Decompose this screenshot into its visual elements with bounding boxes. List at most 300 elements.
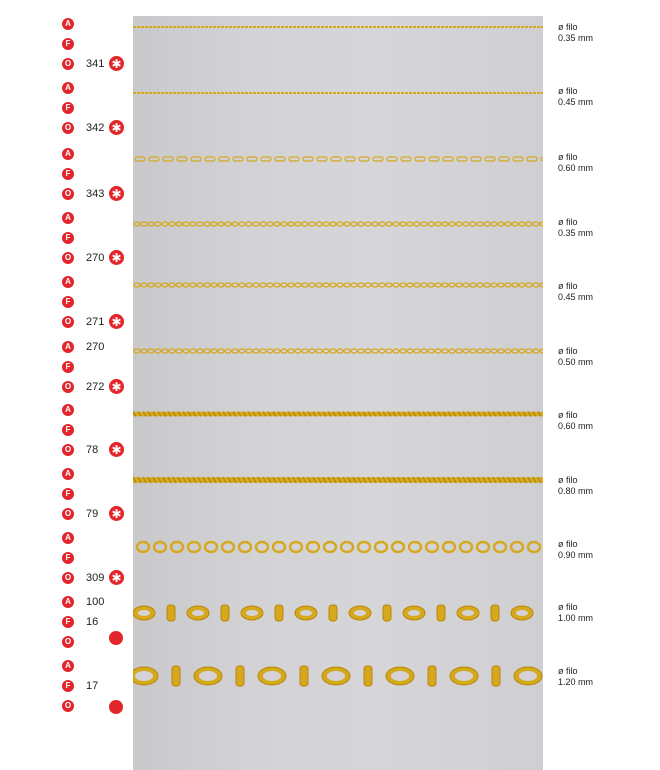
chain-link — [365, 222, 371, 226]
chain-link — [232, 349, 238, 353]
chain-link — [176, 349, 182, 353]
chain-link — [274, 283, 280, 287]
chain-link — [491, 349, 497, 353]
wire-diameter-spec — [558, 217, 593, 239]
badge-f: F — [62, 680, 74, 692]
article-code-f: 16 — [86, 616, 99, 628]
chain-link — [407, 349, 413, 353]
chain-link — [386, 222, 392, 226]
star-icon: ✱ — [109, 506, 124, 521]
chain-link — [470, 222, 476, 226]
chain-link — [169, 222, 175, 226]
chain-link — [288, 283, 294, 287]
chain-link — [260, 283, 266, 287]
chain-link — [540, 222, 543, 226]
wire-diameter-spec — [558, 281, 593, 303]
chain-link — [288, 222, 294, 226]
chain-link-hole — [138, 610, 150, 616]
chain-link — [253, 349, 259, 353]
chain-link — [470, 349, 476, 353]
chain-link — [428, 283, 434, 287]
chain-link — [218, 349, 224, 353]
star-icon: ✱ — [109, 186, 124, 201]
chain-link — [372, 222, 378, 226]
chain-link — [337, 349, 343, 353]
chain-link — [463, 283, 469, 287]
wire-diameter-label: ø filo — [558, 152, 578, 162]
chain-link — [379, 349, 385, 353]
chain-link — [528, 542, 540, 552]
chain-link — [527, 157, 537, 161]
badge-o: O — [62, 122, 74, 134]
chain-link — [477, 542, 489, 552]
chain-link — [372, 349, 378, 353]
wire-diameter-spec — [558, 86, 593, 108]
badge-f: F — [62, 168, 74, 180]
chain-link — [317, 157, 327, 161]
chain-link — [477, 222, 483, 226]
chain-link — [155, 222, 161, 226]
chain-link — [176, 222, 182, 226]
chain-link — [379, 222, 385, 226]
chain-image — [133, 409, 543, 419]
chain-link — [218, 222, 224, 226]
chain-link — [135, 157, 145, 161]
wire-diameter-value: 1.20 mm — [558, 677, 594, 687]
chain-link — [246, 349, 252, 353]
chain-link — [273, 542, 285, 552]
chain-link — [484, 283, 490, 287]
wire-diameter-spec — [558, 539, 593, 561]
chain-link — [386, 349, 392, 353]
chain-link-hole — [519, 671, 537, 681]
chain-link — [421, 283, 427, 287]
chain-link-hole — [408, 610, 420, 616]
chain-link — [492, 666, 500, 686]
star-icon: ✱ — [109, 314, 124, 329]
chain-link — [477, 283, 483, 287]
chain-link — [400, 283, 406, 287]
chain-link — [260, 222, 266, 226]
badge-f: F — [62, 38, 74, 50]
chain-link — [218, 283, 224, 287]
chain-link — [316, 349, 322, 353]
chain-link — [428, 349, 434, 353]
wire-diameter-spec — [558, 475, 593, 497]
chain-link — [330, 283, 336, 287]
chain-link — [295, 349, 301, 353]
star-icon: ✱ — [109, 56, 124, 71]
chain-link — [351, 283, 357, 287]
wire-diameter-value: 1.00 mm — [558, 613, 594, 623]
chain-image — [133, 90, 543, 96]
chain-link — [183, 349, 189, 353]
chain-link — [330, 222, 336, 226]
chain-link — [358, 222, 364, 226]
article-code-o: 343 — [86, 188, 105, 200]
chain-link — [512, 222, 518, 226]
chain-link — [190, 283, 196, 287]
wire-diameter-value: 0.45 mm — [558, 97, 594, 107]
chain-link — [309, 349, 315, 353]
chain-link — [134, 222, 140, 226]
chain-link — [533, 222, 539, 226]
chain-link — [494, 542, 506, 552]
wire-diameter-label: ø filo — [558, 475, 578, 485]
chain-link — [435, 222, 441, 226]
chain-link — [449, 283, 455, 287]
chain-link — [526, 283, 532, 287]
chain-link — [148, 349, 154, 353]
chain-link — [392, 542, 404, 552]
chain-link — [211, 283, 217, 287]
chain-link — [358, 283, 364, 287]
chain-image — [133, 664, 543, 688]
chain-link — [211, 222, 217, 226]
chain-link — [316, 222, 322, 226]
chain-link — [344, 349, 350, 353]
chain-link — [281, 222, 287, 226]
chain-link — [246, 222, 252, 226]
chain-link — [533, 283, 539, 287]
chain-link — [512, 349, 518, 353]
chain-link — [275, 605, 283, 621]
chain-link — [300, 666, 308, 686]
chain-image — [133, 24, 543, 30]
chain-link — [236, 666, 244, 686]
badge-f: F — [62, 488, 74, 500]
article-code-o: 309 — [86, 572, 105, 584]
chain-link — [162, 349, 168, 353]
chain-link — [498, 222, 504, 226]
chain-link — [541, 157, 543, 161]
chain-link — [219, 157, 229, 161]
badge-f: F — [62, 424, 74, 436]
chain-link — [331, 157, 341, 161]
article-code-o: 271 — [86, 316, 105, 328]
chain-link — [498, 283, 504, 287]
chain-link — [225, 222, 231, 226]
chain-link — [190, 349, 196, 353]
badge-a: A — [62, 660, 74, 672]
chain-link — [344, 283, 350, 287]
badge-a: A — [62, 18, 74, 30]
chain-link — [428, 666, 436, 686]
chain-link — [513, 157, 523, 161]
chain-link-hole — [391, 671, 409, 681]
chain-link — [365, 283, 371, 287]
chain-link — [167, 605, 175, 621]
chain-link — [256, 542, 268, 552]
chain-link — [393, 349, 399, 353]
chain-link — [324, 542, 336, 552]
chain-link — [288, 349, 294, 353]
chain-link — [526, 349, 532, 353]
chain-link — [232, 283, 238, 287]
chain-link — [154, 542, 166, 552]
dot-icon — [109, 631, 123, 645]
wire-diameter-label: ø filo — [558, 539, 578, 549]
wire-diameter-value: 0.45 mm — [558, 292, 594, 302]
chain-link — [197, 283, 203, 287]
chain-link — [137, 542, 149, 552]
wire-diameter-value: 0.80 mm — [558, 486, 594, 496]
chain-link — [533, 349, 539, 353]
chain-link — [316, 283, 322, 287]
chain-link-hole — [462, 610, 474, 616]
badge-a: A — [62, 532, 74, 544]
chain-link — [364, 666, 372, 686]
chain-link — [337, 283, 343, 287]
chain-link — [443, 157, 453, 161]
chain-link — [307, 542, 319, 552]
chain-link — [460, 542, 472, 552]
chain-link — [393, 283, 399, 287]
chain-link — [260, 349, 266, 353]
chain-link — [491, 283, 497, 287]
chain-link — [463, 222, 469, 226]
chain-link — [471, 157, 481, 161]
chain-link — [456, 349, 462, 353]
chain-link — [519, 283, 525, 287]
chain-link — [204, 283, 210, 287]
wire-diameter-value: 0.60 mm — [558, 163, 594, 173]
chain-link — [414, 349, 420, 353]
chain-link — [205, 157, 215, 161]
chain-link — [409, 542, 421, 552]
badge-o: O — [62, 700, 74, 712]
chain-link — [267, 222, 273, 226]
chain-link — [155, 349, 161, 353]
chain-link — [484, 222, 490, 226]
article-code-o: 272 — [86, 381, 105, 393]
chain-link — [414, 222, 420, 226]
wire-diameter-value: 0.35 mm — [558, 228, 594, 238]
chain-link-hole — [300, 610, 312, 616]
wire-diameter-label: ø filo — [558, 346, 578, 356]
article-code-o: 78 — [86, 444, 99, 456]
chain-link — [289, 157, 299, 161]
chain-link-hole — [327, 671, 345, 681]
chain-link — [149, 157, 159, 161]
chain-link — [512, 283, 518, 287]
chain-link — [477, 349, 483, 353]
chain-link — [163, 157, 173, 161]
chain-link — [526, 222, 532, 226]
chain-link — [344, 222, 350, 226]
wire-diameter-label: ø filo — [558, 602, 578, 612]
chain-link — [498, 349, 504, 353]
badge-f: F — [62, 232, 74, 244]
chain-link — [421, 222, 427, 226]
chain-link-hole — [192, 610, 204, 616]
chain-link — [302, 349, 308, 353]
wire-diameter-value: 0.50 mm — [558, 357, 594, 367]
chain-link — [211, 349, 217, 353]
badge-o: O — [62, 636, 74, 648]
chain-link — [303, 157, 313, 161]
chain-link — [435, 283, 441, 287]
chain-link — [309, 222, 315, 226]
chain-link — [442, 222, 448, 226]
star-icon: ✱ — [109, 250, 124, 265]
chain-link — [435, 349, 441, 353]
chain-link — [519, 222, 525, 226]
chain-link — [407, 222, 413, 226]
chain-link — [505, 349, 511, 353]
chain-link — [295, 283, 301, 287]
chain-link — [373, 157, 383, 161]
chain-link — [197, 222, 203, 226]
article-code-o: 342 — [86, 122, 105, 134]
wire-diameter-spec — [558, 346, 593, 368]
chain-link — [421, 349, 427, 353]
chain-link — [148, 222, 154, 226]
chain-link — [491, 605, 499, 621]
chain-link — [176, 283, 182, 287]
chain-link — [247, 157, 257, 161]
chain-link — [233, 157, 243, 161]
chain-image — [133, 220, 543, 228]
chain-link — [204, 349, 210, 353]
chain-link — [134, 283, 140, 287]
chain-link — [225, 283, 231, 287]
star-icon: ✱ — [109, 120, 124, 135]
badge-a: A — [62, 468, 74, 480]
star-icon: ✱ — [109, 442, 124, 457]
chain-link — [253, 222, 259, 226]
chain-link — [426, 542, 438, 552]
chain-link — [358, 542, 370, 552]
star-icon: ✱ — [109, 379, 124, 394]
article-code-o: 270 — [86, 252, 105, 264]
wire-diameter-label: ø filo — [558, 217, 578, 227]
chain-link — [519, 349, 525, 353]
badge-o: O — [62, 381, 74, 393]
chain-link-hole — [354, 610, 366, 616]
chain-link — [379, 283, 385, 287]
chain-link — [470, 283, 476, 287]
chain-link — [162, 222, 168, 226]
chain-link — [345, 157, 355, 161]
star-icon: ✱ — [109, 570, 124, 585]
chain-link — [302, 283, 308, 287]
chain-link — [485, 157, 495, 161]
chain-link — [329, 605, 337, 621]
wire-diameter-label: ø filo — [558, 410, 578, 420]
chain-link — [511, 542, 523, 552]
chain-link — [484, 349, 490, 353]
chain-link — [457, 157, 467, 161]
chain-link — [407, 283, 413, 287]
wire-diameter-label: ø filo — [558, 281, 578, 291]
chain-link — [246, 283, 252, 287]
chain-link-hole — [135, 671, 153, 681]
chain-image — [133, 281, 543, 289]
article-code-o: 79 — [86, 508, 99, 520]
chain-link — [309, 283, 315, 287]
badge-f: F — [62, 552, 74, 564]
chain-link — [540, 349, 543, 353]
chain-link — [351, 349, 357, 353]
wire-diameter-label: ø filo — [558, 666, 578, 676]
chain-link — [429, 157, 439, 161]
chain-link — [330, 349, 336, 353]
badge-a: A — [62, 82, 74, 94]
article-code-a: 270 — [86, 341, 105, 353]
badge-f: F — [62, 616, 74, 628]
chain-link — [449, 222, 455, 226]
chain-link — [190, 222, 196, 226]
badge-a: A — [62, 148, 74, 160]
badge-a: A — [62, 212, 74, 224]
chain-link — [323, 283, 329, 287]
wire-diameter-value: 0.35 mm — [558, 33, 594, 43]
chain-link — [239, 222, 245, 226]
badge-o: O — [62, 572, 74, 584]
wire-diameter-spec — [558, 666, 593, 688]
chain-link — [505, 283, 511, 287]
chain-link — [491, 222, 497, 226]
chain-link — [359, 157, 369, 161]
chain-link — [323, 349, 329, 353]
dot-icon — [109, 700, 123, 714]
chain-link — [358, 349, 364, 353]
chain-link — [337, 222, 343, 226]
chain-link — [400, 349, 406, 353]
chain-link — [177, 157, 187, 161]
chain-link — [155, 283, 161, 287]
chain-link — [221, 605, 229, 621]
chain-link — [225, 349, 231, 353]
chain-link — [442, 349, 448, 353]
chain-link — [372, 283, 378, 287]
chain-link — [204, 222, 210, 226]
chain-link — [443, 542, 455, 552]
wire-diameter-label: ø filo — [558, 22, 578, 32]
chain-link — [148, 283, 154, 287]
chain-link — [134, 349, 140, 353]
chain-link — [197, 349, 203, 353]
chain-link — [393, 222, 399, 226]
chain-link — [183, 222, 189, 226]
badge-o: O — [62, 316, 74, 328]
chain-link — [183, 283, 189, 287]
chain-link — [274, 222, 280, 226]
chain-link — [169, 283, 175, 287]
chain-link — [239, 349, 245, 353]
chain-link — [171, 542, 183, 552]
chain-link — [274, 349, 280, 353]
chain-link — [505, 222, 511, 226]
chain-link — [387, 157, 397, 161]
chain-link-hole — [263, 671, 281, 681]
chain-link — [162, 283, 168, 287]
chain-link — [323, 222, 329, 226]
badge-o: O — [62, 444, 74, 456]
chain-link — [222, 542, 234, 552]
wire-diameter-value: 0.60 mm — [558, 421, 594, 431]
badge-f: F — [62, 296, 74, 308]
chain-link — [275, 157, 285, 161]
chain-link — [499, 157, 509, 161]
wire-diameter-spec — [558, 602, 593, 624]
chain-link — [172, 666, 180, 686]
chain-link — [281, 349, 287, 353]
chain-link-hole — [516, 610, 528, 616]
chain-image — [133, 155, 543, 163]
article-code-o: 341 — [86, 58, 105, 70]
